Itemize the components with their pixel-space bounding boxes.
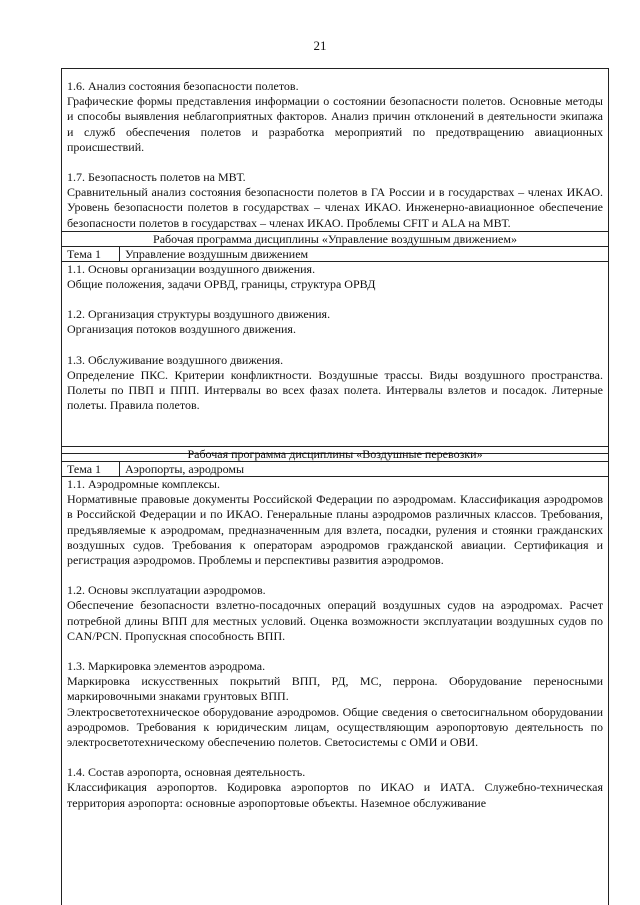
section-title: 1.3. Обслуживание воздушного движения. [67,352,284,367]
section-title: 1.3. Маркировка элементов аэродрома. [67,659,266,674]
section-1-7 [62,170,608,231]
section-1-6 [62,69,608,155]
section-text: Общие положения, задачи ОРВД, границы, структура ОРВД [67,277,376,292]
section-text: Обеспечение безопасности взлетно-посадочных операций воздушных судов на аэродромах. Расчет потребной длины ВПП для местных условий. Оценка возможности эксплуатации воздушных судов по CAN/PCN. Пропускная способность ВПП. [67,598,603,643]
section-text: Маркировка искусственных покрытий ВПП, РД, МС, перрона. Оборудование переносными маркировочными знаками грунтовых ВПП. [67,674,603,704]
section-title: 1.2. Организация структуры воздушного движения. [67,307,331,322]
section-1-2 [62,583,608,644]
section-title: 1.6. Анализ состояния безопасности полетов. [67,79,299,93]
section-text: Графические формы представления информации о состоянии безопасности полетов. Основные методы и способы выявления неблагоприятных факторов. Анализ причин отклонений в деятельности экипажа и служб обеспечения полетов и разработка мероприятий по предотвращению авиационных происшествий. [67,94,603,154]
section-text: Определение ПКС. Критерии конфликтности. Воздушные трассы. Виды воздушного пространства. Полеты по ПВП и ППП. Интервалы во всех фазах полета. Интервалы взлетов и посадок. Литерные полеты. Правила полетов. [67,367,603,413]
page-number: 21 [313,38,327,53]
section-text: Сравнительный анализ состояния безопасности полетов в ГА России и в государствах – членах ИКАО. Уровень безопасности полетов в государствах – членах ИКАО. Инженерно-авиационное обеспечение безопасности полетов в государствах – членах ИКАО. Проблемы CFIT и ALA на МВТ. [67,185,603,230]
topic-name: Управление воздушным движением [125,246,309,261]
section-1-2 [62,307,608,337]
curriculum-table-1 [61,68,609,454]
topic-row [62,462,608,477]
section-title: 1.7. Безопасность полетов на МВТ. [67,170,246,185]
section-1-3 [62,659,608,750]
program-header: Рабочая программа дисциплины «Воздушные перевозки» [62,447,608,462]
section-text: Нормативные правовые документы Российской Федерации по аэродромам. Классификация аэродромов в Российской Федерации и по ИКАО. Генеральные планы аэродромов различных классов. Требования, предъявляемые к аэродромам, предназначенным для взлета, посадки, руления и стоянки гражданских воздушных судов. Требования к операторам аэродромов гражданской авиации. Сертификация и регистрация аэродромов. Проблемы и перспективы развития аэродромов. [67,492,603,568]
curriculum-table-2 [61,446,609,905]
section-title: 1.4. Состав аэропорта, основная деятельность. [67,765,306,780]
section-title: 1.2. Основы эксплуатации аэродромов. [67,583,266,598]
section-1-4 [62,765,608,811]
section-1-3 [62,353,608,414]
section-title: 1.1. Аэродромные комплексы. [67,477,220,491]
topic-row [62,247,608,262]
topic-number: Тема 1 [62,247,120,261]
topic-name: Аэропорты, аэродромы [125,462,245,476]
program-header: Рабочая программа дисциплины «Управление воздушным движением» [62,231,608,247]
section-1-1 [62,262,608,292]
section-text-continued: Электросветотехническое оборудование аэродромов. Общие сведения о светосигнальном оборудовании аэродромов. Требования к юридическим лицам, осуществляющим аэропортовую деятельность по электросветотехническому обеспечению полетов. Светосистемы с ОМИ и ОВИ. [67,704,603,750]
section-title: 1.1. Основы организации воздушного движения. [67,261,316,276]
topic-number: Тема 1 [62,462,120,476]
section-text: Классификация аэропортов. Кодировка аэропортов по ИКАО и ИАТА. Служебно-техническая территория аэропорта: основные аэропортовые объекты. Наземное обслуживание [67,780,603,810]
section-1-1 [62,477,608,568]
section-text: Организация потоков воздушного движения. [67,322,296,337]
